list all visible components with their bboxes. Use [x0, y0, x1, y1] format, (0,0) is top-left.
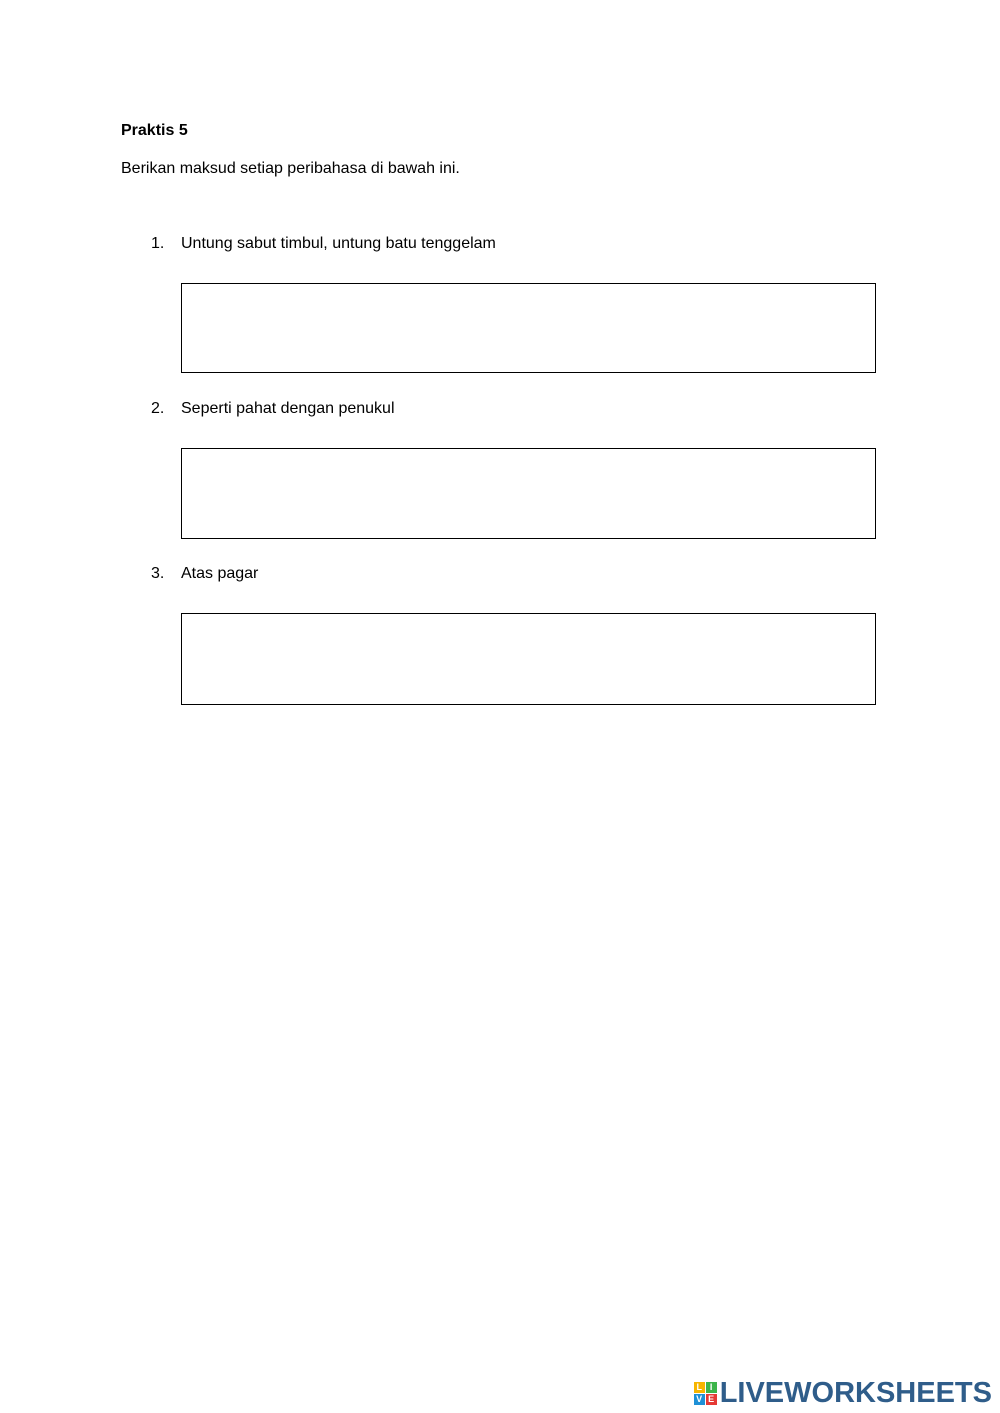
liveworksheets-wordmark: LIVEWORKSHEETS — [719, 1377, 992, 1409]
logo-letter-l: L — [694, 1382, 705, 1393]
question-text: Untung sabut timbul, untung batu tenggelam — [181, 235, 496, 252]
liveworksheets-branding — [694, 1376, 992, 1410]
logo-letter-i: I — [706, 1382, 717, 1393]
answer-box-2[interactable] — [181, 448, 876, 539]
worksheet-instruction: Berikan maksud setiap peribahasa di bawah ini. — [121, 160, 460, 177]
question-number: 1. — [151, 235, 165, 252]
question-number: 3. — [151, 565, 165, 582]
answer-box-1[interactable] — [181, 283, 876, 373]
logo-letter-e: E — [706, 1394, 717, 1405]
logo-letter-v: V — [694, 1394, 705, 1405]
question-number: 2. — [151, 400, 165, 417]
worksheet-title: Praktis 5 — [121, 122, 188, 139]
answer-box-3[interactable] — [181, 613, 876, 705]
question-text: Seperti pahat dengan penukul — [181, 400, 395, 417]
liveworksheets-logo-icon — [694, 1382, 717, 1405]
question-text: Atas pagar — [181, 565, 259, 582]
